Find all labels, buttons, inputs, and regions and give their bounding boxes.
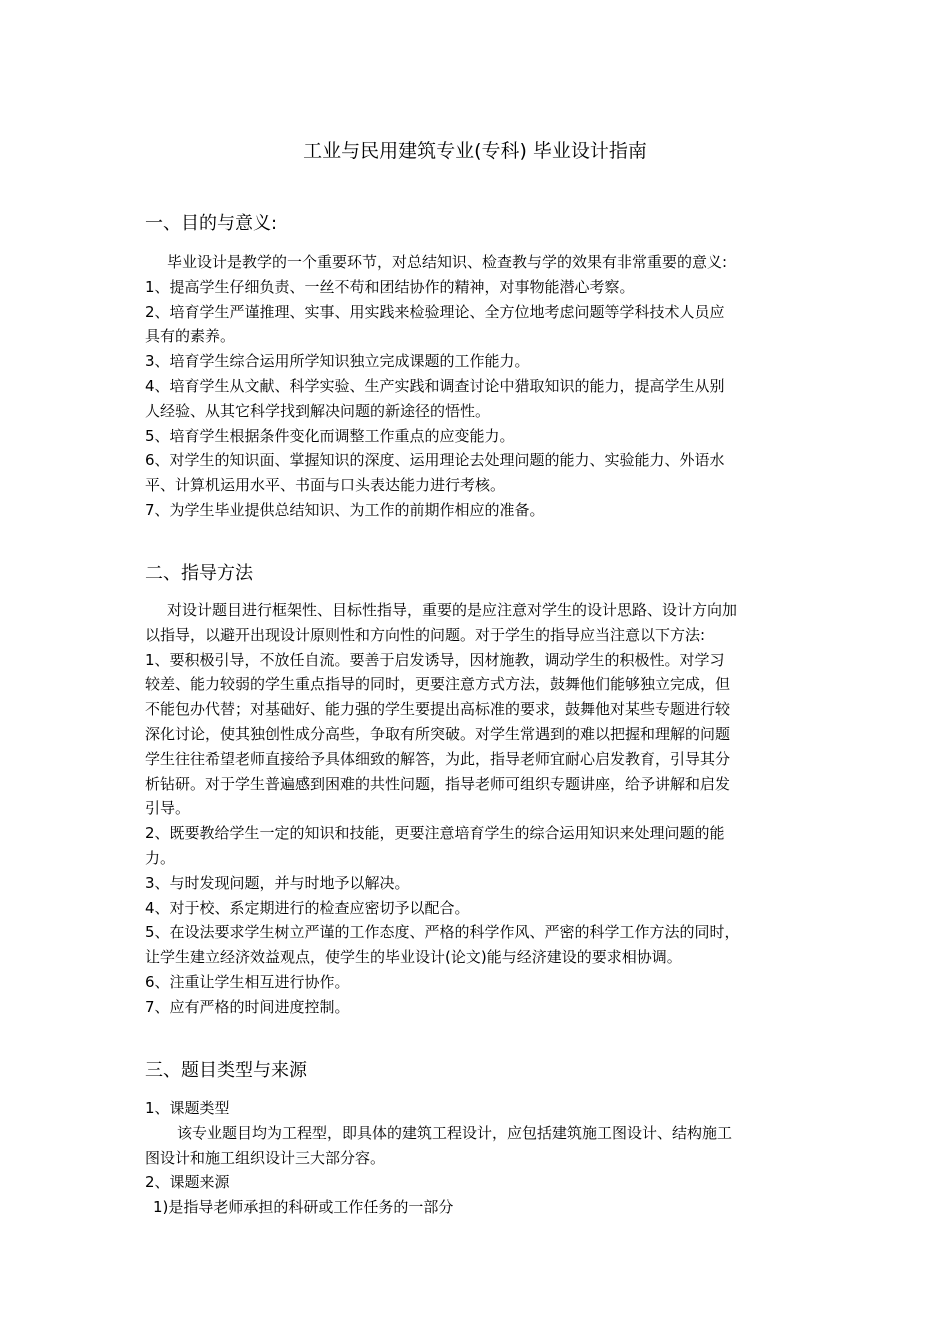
list-item: 2、课题来源 bbox=[145, 1173, 230, 1192]
paragraph-line: 对设计题目进行框架性、目标性指导，重要的是应注意对学生的设计思路、设计方向加 bbox=[167, 601, 738, 619]
list-item: 2、培育学生严谨推理、实事、用实践来检验理论、全方位地考虑问题等学科技术人员应 bbox=[145, 302, 725, 321]
list-item: 6、对学生的知识面、掌握知识的深度、运用理论去处理问题的能力、实验能力、外语水 bbox=[145, 451, 725, 470]
list-item: 5、在设法要求学生树立严谨的工作态度、严格的科学作风、严密的科学工作方法的同时， bbox=[145, 923, 740, 942]
paragraph-line: 学生往往希望老师直接给予具体细致的解答，为此，指导老师宜耐心启发教育，引导其分 bbox=[145, 749, 731, 768]
paragraph-line: 析钻研。对于学生普遍感到困难的共性问题，指导老师可组织专题讲座，给予讲解和启发 bbox=[145, 774, 731, 793]
list-item: 2、既要教给学生一定的知识和技能，更要注意培育学生的综合运用知识来处理问题的能 bbox=[145, 824, 725, 843]
paragraph-line: 该专业题目均为工程型，即具体的建筑工程设计，应包括建筑施工图设计、结构施工 bbox=[177, 1123, 733, 1142]
list-item: 1、课题类型 bbox=[145, 1099, 230, 1117]
paragraph-line: 让学生建立经济效益观点，使学生的毕业设计(论文)能与经济建设的要求相协调。 bbox=[145, 948, 682, 967]
paragraph-line: 人经验、从其它科学找到解决问题的新途径的悟性。 bbox=[145, 401, 491, 420]
list-item: 1)是指导老师承担的科研或工作任务的一部分 bbox=[153, 1198, 454, 1217]
section-guidance-body bbox=[145, 598, 815, 1020]
list-item: 4、对于校、系定期进行的检查应密切予以配合。 bbox=[145, 898, 470, 917]
paragraph-line: 引导。 bbox=[145, 799, 191, 818]
section-heading-guidance: 二、指导方法 bbox=[145, 563, 253, 584]
section-topics-body bbox=[145, 1096, 815, 1220]
section-heading-purpose: 一、目的与意义: bbox=[145, 213, 278, 234]
section-purpose-body bbox=[145, 250, 815, 523]
paragraph-line: 较差、能力较弱的学生重点指导的同时，更要注意方式方法，鼓舞他们能够独立完成，但 bbox=[145, 675, 731, 694]
paragraph-line: 平、计算机运用水平、书面与口头表达能力进行考核。 bbox=[145, 476, 506, 495]
list-item: 7、为学生毕业提供总结知识、为工作的前期作相应的准备。 bbox=[145, 500, 545, 519]
paragraph-line: 毕业设计是教学的一个重要环节，对总结知识、检查教与学的效果有非常重要的意义: bbox=[167, 253, 728, 271]
list-item: 1、要积极引导，不放任自流。要善于启发诱导，因材施教，调动学生的积极性。对学习 bbox=[145, 650, 725, 669]
list-item: 5、培育学生根据条件变化而调整工作重点的应变能力。 bbox=[145, 426, 515, 445]
paragraph-line: 力。 bbox=[145, 848, 176, 867]
paragraph-line: 深化讨论，使其独创性成分高些，争取有所突破。对学生常遇到的难以把握和理解的问题 bbox=[145, 724, 731, 743]
list-item: 6、注重让学生相互进行协作。 bbox=[145, 972, 350, 991]
paragraph-line: 图设计和施工组织设计三大部分容。 bbox=[145, 1148, 386, 1167]
paragraph-line: 不能包办代替；对基础好、能力强的学生要提出高标准的要求，鼓舞他对某些专题进行较 bbox=[145, 700, 731, 719]
paragraph-line: 具有的素养。 bbox=[145, 327, 236, 346]
paragraph-line: 以指导，以避开出现设计原则性和方向性的问题。对于学生的指导应当注意以下方法: bbox=[145, 625, 706, 644]
list-item: 7、应有严格的时间进度控制。 bbox=[145, 997, 350, 1016]
section-heading-topics: 三、题目类型与来源 bbox=[145, 1060, 307, 1081]
list-item: 3、与时发现问题，并与时地予以解决。 bbox=[145, 873, 410, 892]
list-item: 4、培育学生从文献、科学实验、生产实践和调查讨论中猎取知识的能力，提高学生从别 bbox=[145, 376, 725, 395]
list-item: 3、培育学生综合运用所学知识独立完成课题的工作能力。 bbox=[145, 352, 530, 371]
document-title: 工业与民用建筑专业(专科) 毕业设计指南 bbox=[303, 140, 647, 162]
list-item: 1、提高学生仔细负责、一丝不苟和团结协作的精神，对事物能潜心考察。 bbox=[145, 277, 635, 296]
